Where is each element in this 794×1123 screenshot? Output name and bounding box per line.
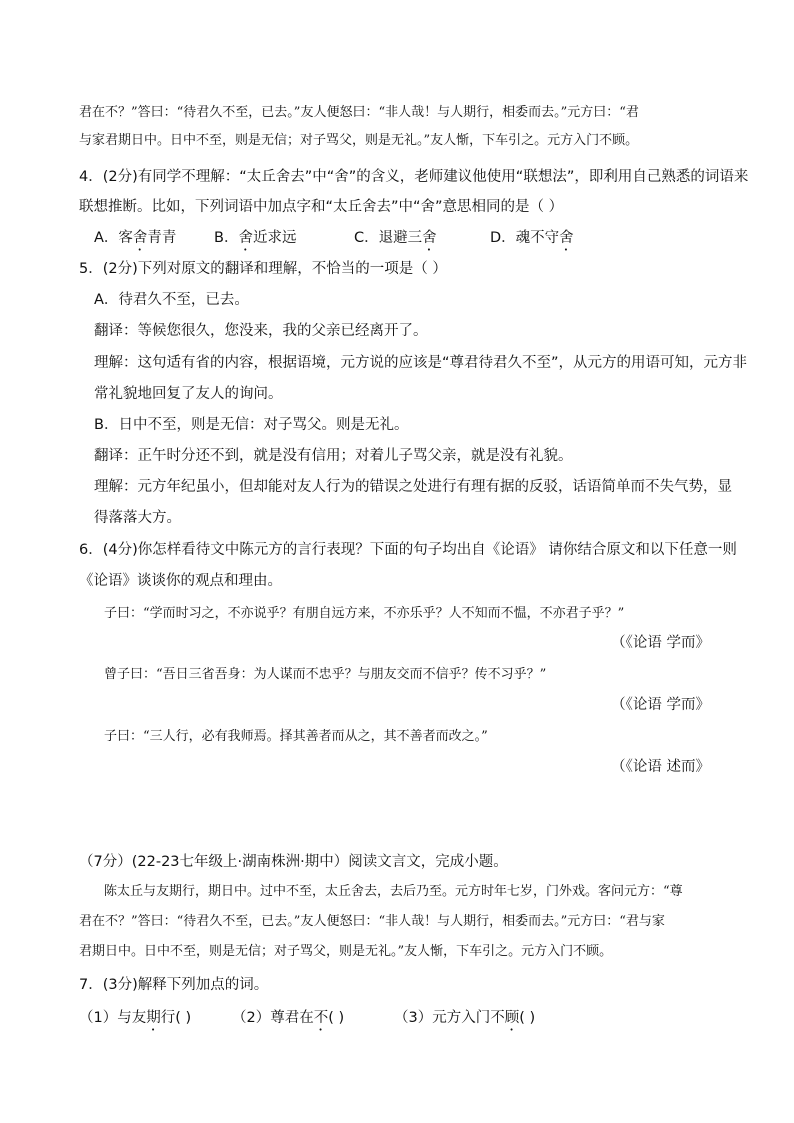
question-6-stem-line-1: 6．(4分)你怎样看待文中陈元方的言行表现？下面的句子均出自《论语》 请你结合原文和以下任意一则 — [79, 542, 737, 558]
question-4-option-c: C．退避三舍 — [354, 230, 437, 246]
emphasis-char: 期 — [146, 1010, 161, 1026]
question-4-stem-line-2: 联想推断。比如，下列词语中加点字和“太丘舍去”中“舍”意思相同的是（ ） — [79, 199, 564, 215]
question-4-option-d: D．魂不守舍 — [490, 230, 574, 246]
analects-quote-1: 子曰：“学而时习之，不亦说乎？有朋自远方来，不亦乐乎？人不知而不愠，不亦君子乎？” — [104, 606, 625, 621]
question-4-option-a: A．客舍青青 — [94, 230, 177, 246]
analects-quote-2: 曾子曰：“吾日三省吾身：为人谋而不忠乎？与朋友交而不信乎？传不习乎？” — [104, 667, 547, 682]
question-4-stem-line-1: 4．(2分)有同学不理解：“太丘舍去”中“舍”的含义，老师建议他使用“联想法”，即利用自己熟悉的词语来 — [79, 169, 749, 185]
section-passage-line-3: 君期日中。日中不至，则是无信；对子骂父，则是无礼。”友人惭，下车引之。元方入门不顾。 — [79, 944, 613, 959]
question-7-item-2: （2）尊君在不( ) — [232, 1010, 345, 1026]
section-passage-line-2: 君在不？”答曰：“待君久不至，已去。”友人便怒曰：“非人哉！与人期行，相委而去。”元方曰：“君与家 — [79, 914, 665, 929]
passage-line-1: 君在不？”答曰：“待君久不至，已去。”友人便怒曰：“非人哉！与人期行，相委而去。”元方曰：“君 — [79, 105, 639, 120]
analects-source-3: （《论语 述而》 — [611, 759, 710, 775]
question-5-option-a-translation: 翻译：等候您很久，您没来，我的父亲已经离开了。 — [94, 323, 428, 339]
question-5-option-a-understanding-1: 理解：这句适有省的内容，根据语境，元方说的应该是“尊君待君久不至”，从元方的用语可知，元方非 — [94, 355, 748, 371]
emphasis-char: 舍 — [132, 230, 148, 246]
section-header: （7分）(22-23七年级上·湖南株洲·期中）阅读文言文，完成小题。 — [79, 854, 508, 870]
analects-source-2: （《论语 学而》 — [611, 697, 710, 713]
question-5-option-b-translation: 翻译：正午时分还不到，就是没有信用；对着儿子骂父亲，就是没有礼貌。 — [94, 448, 573, 464]
emphasis-char: 顾 — [504, 1010, 520, 1026]
emphasis-char: 不 — [313, 1010, 329, 1026]
emphasis-char: 舍 — [238, 230, 253, 246]
question-6-stem-line-2: 《论语》谈谈你的观点和理由。 — [79, 573, 282, 589]
question-5-option-a-understanding-2: 常礼貌地回复了友人的询问。 — [94, 386, 283, 402]
question-5-option-b-sentence: B．日中不至，则是无信：对子骂父。则是无礼。 — [94, 417, 409, 433]
section-passage-line-1: 陈太丘与友期行，期日中。过中不至，太丘舍去，去后乃至。元方时年七岁，门外戏。客问元方：“尊 — [104, 884, 683, 899]
question-5-stem: 5．(2分)下列对原文的翻译和理解，不恰当的一项是（ ） — [79, 261, 447, 277]
question-5-option-a-sentence: A．待君久不至，已去。 — [94, 292, 249, 308]
question-7-item-3: （3）元方入门不顾( ) — [394, 1010, 536, 1026]
emphasis-char: 舍 — [422, 230, 437, 246]
analects-source-1: （《论语 学而》 — [611, 635, 710, 651]
question-5-option-b-understanding-1: 理解：元方年纪虽小，但却能对友人行为的错误之处进行有理有据的反驳，话语简单而不失气势，显 — [94, 479, 732, 495]
question-7-item-1: （1）与友期行( ) — [79, 1010, 192, 1026]
passage-line-2: 与家君期日中。日中不至，则是无信；对子骂父，则是无礼。”友人惭，下车引之。元方入门不顾。 — [79, 133, 639, 148]
question-7-stem: 7．(3分)解释下列加点的词。 — [79, 977, 269, 993]
analects-quote-3: 子曰：“三人行，必有我师焉。择其善者而从之，其不善者而改之。” — [104, 729, 488, 744]
question-5-option-b-understanding-2: 得落落大方。 — [94, 510, 181, 526]
emphasis-char: 舍 — [559, 230, 574, 246]
question-4-option-b: B．舍近求远 — [214, 230, 297, 246]
